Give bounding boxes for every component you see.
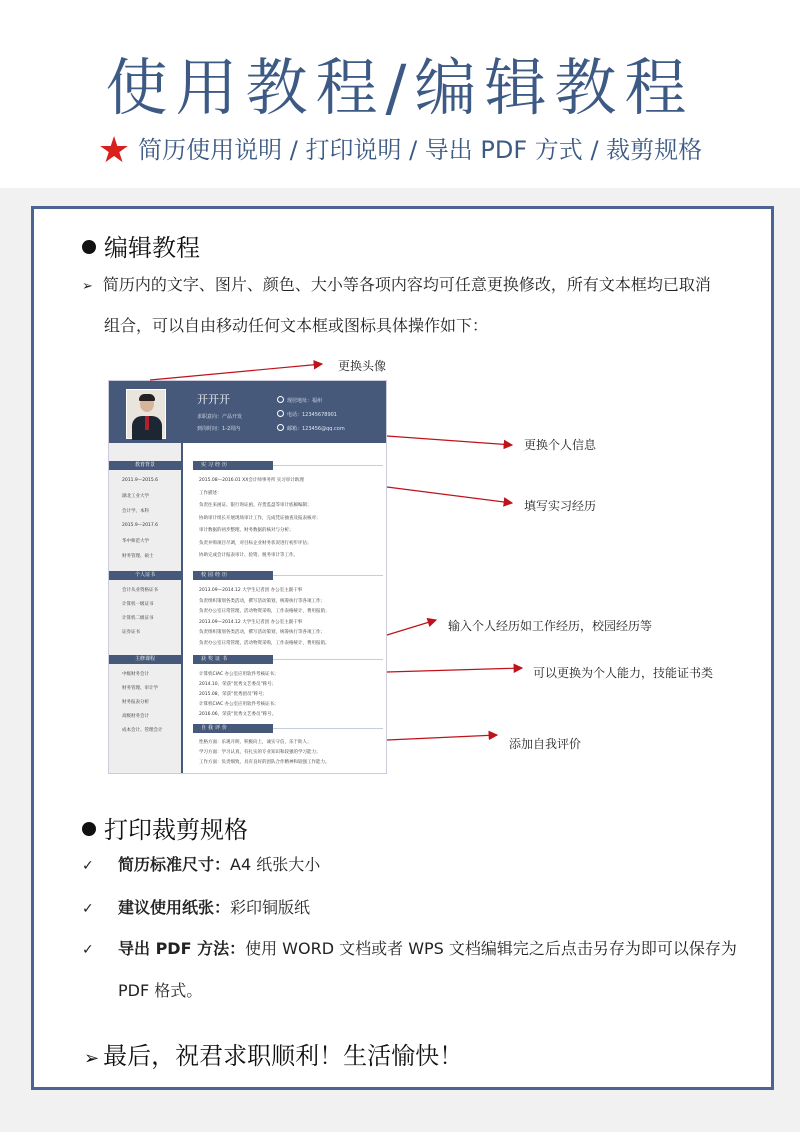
checkmark-icon: ✓ [82, 858, 94, 874]
resume-line: 湖北工业大学 [122, 494, 149, 499]
checkmark-icon: ✓ [82, 942, 94, 958]
page-title: 使用教程/编辑教程 [105, 51, 695, 124]
edit-para-line1: ➢ 简历内的文字、图片、颜色、大小等各项内容均可任意更换修改，所有文本框均已取消 [82, 275, 711, 294]
resume-line: 性格方面：乐观开朗，积极向上，诚实守信，乐于助人； [199, 740, 312, 745]
page-subtitle [0, 130, 800, 171]
spec-pdf-cont: PDF 格式。 [118, 981, 203, 1000]
spec-size: ✓ 简历标准尺寸：A4 纸张大小 [82, 846, 320, 885]
resume-line: 计算机一级证书 [122, 602, 154, 607]
resume-header [109, 381, 387, 443]
location-icon [277, 396, 284, 403]
resume-contact-2: 电话：12345678901 [277, 410, 337, 418]
mail-icon [277, 424, 284, 431]
resume-line: 协助审计组长开展现场审计工作，完成凭证抽查及报表核对； [199, 515, 321, 521]
resume-line: 负责并购项目尽调，对目标企业财务状况进行初步评估； [199, 540, 312, 546]
resume-line: 负责组织策划各类活动，撰写活动策划，统筹执行等各项工作； [199, 630, 325, 635]
phone-icon [277, 410, 284, 417]
star-icon: ★ [97, 130, 131, 171]
bullet-dot-icon [82, 240, 96, 254]
resume-line: 计算机CIAC 办公室应用软件考核证书； [199, 702, 279, 707]
resume-line: 财务管理、审计学 [122, 686, 158, 691]
resume-line: 负责办公室日常管理，活动物资采购，工作表格统计，费用报销； [199, 609, 330, 614]
resume-headline-1: 求职意向：产品开发 [197, 414, 243, 420]
subtitle-text: 简历使用说明 / 打印说明 / 导出 PDF 方式 / 裁剪规格 [138, 136, 703, 164]
resume-line: 2014.10，荣获“优秀文艺委员”称号； [199, 682, 277, 687]
arrow-right-icon: ➢ [82, 279, 93, 294]
resume-line: 证券证书 [122, 630, 140, 635]
resume-line: 会计学、本科 [122, 509, 149, 514]
resume-avatar [126, 389, 166, 439]
resume-line: 学习方面：学习认真，有扎实的专业知识和较强的学习能力； [199, 750, 321, 755]
resume-line: 高级财务会计 [122, 714, 149, 719]
resume-line: 会计从业资格证书 [122, 588, 158, 593]
resume-side-course-title: 主修课程 [109, 655, 181, 664]
resume-contact-1: 现居地址：福州 [277, 396, 322, 404]
resume-line: 负责组织策划各类活动，撰写活动策划，统筹执行等各项工作； [199, 598, 325, 604]
resume-contact-3: 邮箱：123456@qq.com [277, 424, 345, 432]
resume-headline-2: 到岗时间：1-2周内 [197, 426, 241, 432]
resume-section-self: 自我评价 [193, 724, 273, 733]
callout-certs: 可以更换为个人能力，技能证书类 [533, 666, 714, 680]
resume-line: 工作方面：负责细致，具有良好的团队合作精神和较强工作能力。 [199, 760, 330, 765]
section-edit-title: 编辑教程 [82, 228, 200, 263]
resume-line: 2015.9—2017.6 [122, 523, 158, 528]
resume-line: 审计数据的初步整理、财务数据的核对与分析； [199, 528, 294, 533]
resume-side-cert-title: 个人证书 [109, 571, 181, 580]
callout-info: 更换个人信息 [524, 438, 597, 452]
resume-line: 财务管理、硕士 [122, 554, 154, 559]
resume-line: 2013.09—2014.12 大学生记者团 办公室主副干事 [199, 619, 303, 625]
callout-self-eval: 添加自我评价 [509, 737, 582, 751]
spec-paper: ✓ 建议使用纸张：彩印铜版纸 [82, 889, 310, 928]
resume-line: 2016.06，荣获“优秀文艺委员”称号。 [199, 712, 277, 717]
resume-line: 成本会计、管理会计 [122, 728, 163, 733]
resume-line: 计算机二级证书 [122, 616, 154, 621]
checkmark-icon: ✓ [82, 901, 94, 917]
resume-line: 负责办公室日常管理，活动物资采购，工作表格统计，费用报销。 [199, 640, 330, 646]
spec-pdf: ✓ 导出 PDF 方法：使用 WORD 文档或者 WPS 文档编辑完之后点击另存为即可以保存为 [82, 930, 737, 969]
callout-experience: 输入个人经历如工作经历，校园经历等 [448, 619, 653, 633]
resume-preview [108, 380, 387, 774]
bullet-dot-icon [82, 822, 96, 836]
resume-line: 工作描述： [199, 490, 222, 496]
resume-side-edu-title: 教育背景 [109, 461, 181, 470]
edit-para-line2: 组合，可以自由移动任何文本框或图标具体操作如下： [104, 316, 489, 335]
closing-line: ➢ 最后，祝君求职顺利！生活愉快！ [84, 1042, 464, 1070]
section-print-title: 打印裁剪规格 [82, 810, 248, 845]
resume-line: 2011.9—2015.6 [122, 478, 158, 483]
resume-section-campus: 校园经历 [193, 571, 273, 580]
resume-line: 2013.09—2014.12 大学生记者团 办公室主副干事 [199, 588, 303, 593]
resume-line: 财务报表分析 [122, 700, 149, 705]
resume-line: 华中师范大学 [122, 539, 149, 544]
arrow-right-icon: ➢ [84, 1048, 100, 1069]
resume-line: 2015.08，荣获“优秀团员”称号； [199, 692, 268, 697]
callout-internship: 填写实习经历 [524, 499, 597, 513]
resume-line: 协助完成会计报表审计、验资、税务审计等工作。 [199, 553, 298, 558]
resume-name: 开开开 [197, 393, 230, 406]
resume-line: 负责往来函证、银行询证函、存货监盘等审计底稿编制； [199, 503, 312, 508]
resume-section-awards: 获奖证书 [193, 655, 273, 664]
callout-avatar: 更换头像 [338, 359, 387, 373]
resume-line: 中级财务会计 [122, 672, 149, 677]
resume-line: 计算机CIAC 办公室应用软件考核证书； [199, 672, 279, 677]
resume-section-internship: 实习经历 [193, 461, 273, 470]
resume-divider [181, 443, 183, 774]
resume-line: 2015.08—2016.01 XX会计师事务所 实习审计助理 [199, 478, 304, 483]
